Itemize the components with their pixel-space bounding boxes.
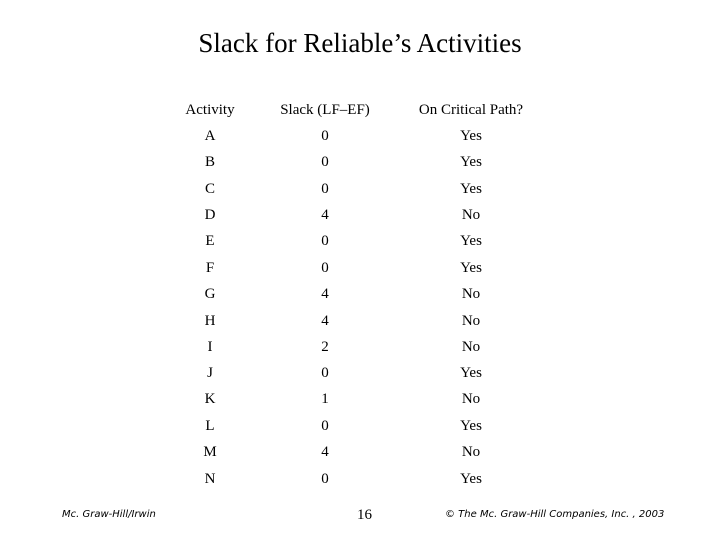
critical-path-cell: Yes	[460, 233, 482, 249]
slack-cell: 0	[321, 260, 329, 276]
critical-path-cell: Yes	[460, 418, 482, 434]
critical-path-cell: Yes	[460, 154, 482, 170]
slack-cell: 0	[321, 418, 329, 434]
activity-cell: A	[204, 128, 216, 144]
footer-publisher: Mc. Graw-Hill/Irwin	[62, 509, 156, 520]
critical-path-cell: Yes	[460, 181, 482, 197]
activity-cell: F	[205, 260, 215, 276]
activity-cell: N	[204, 471, 216, 487]
critical-path-cell: Yes	[460, 128, 482, 144]
critical-path-cell: No	[461, 391, 481, 407]
activity-cell: L	[205, 418, 215, 434]
critical-path-cell: Yes	[460, 260, 482, 276]
slack-cell: 4	[321, 444, 329, 460]
activity-cell: K	[204, 391, 216, 407]
critical-path-cell: No	[461, 207, 481, 223]
footer-copyright: © The Mc. Graw-Hill Companies, Inc. , 2003	[445, 509, 665, 520]
slack-cell: 0	[321, 181, 329, 197]
activity-cell: I	[207, 339, 213, 355]
slack-cell: 2	[321, 339, 329, 355]
slack-cell: 4	[321, 313, 329, 329]
activity-cell: H	[204, 313, 216, 329]
column-header-activity: Activity	[185, 102, 235, 118]
critical-path-cell: Yes	[460, 365, 482, 381]
activity-cell: G	[204, 286, 216, 302]
slack-cell: 0	[321, 128, 329, 144]
page-number: 16	[357, 507, 372, 523]
activity-cell: M	[203, 444, 217, 460]
critical-path-cell: Yes	[460, 471, 482, 487]
slack-cell: 4	[321, 207, 329, 223]
critical-path-cell: No	[461, 286, 481, 302]
slack-cell: 0	[321, 154, 329, 170]
activity-cell: B	[204, 154, 216, 170]
slack-cell: 0	[321, 233, 329, 249]
activity-cell: E	[205, 233, 215, 249]
column-header-critical-path: On Critical Path?	[418, 102, 524, 118]
slack-cell: 0	[321, 365, 329, 381]
slide-title: Slack for Reliable’s Activities	[198, 28, 522, 58]
slack-cell: 0	[321, 471, 329, 487]
column-header-slack: Slack (LF–EF)	[280, 102, 370, 118]
critical-path-cell: No	[461, 313, 481, 329]
slack-cell: 1	[321, 391, 329, 407]
activity-cell: D	[204, 207, 216, 223]
critical-path-cell: No	[461, 339, 481, 355]
slack-cell: 4	[321, 286, 329, 302]
activity-cell: C	[204, 181, 216, 197]
critical-path-cell: No	[461, 444, 481, 460]
activity-cell: J	[207, 365, 213, 381]
